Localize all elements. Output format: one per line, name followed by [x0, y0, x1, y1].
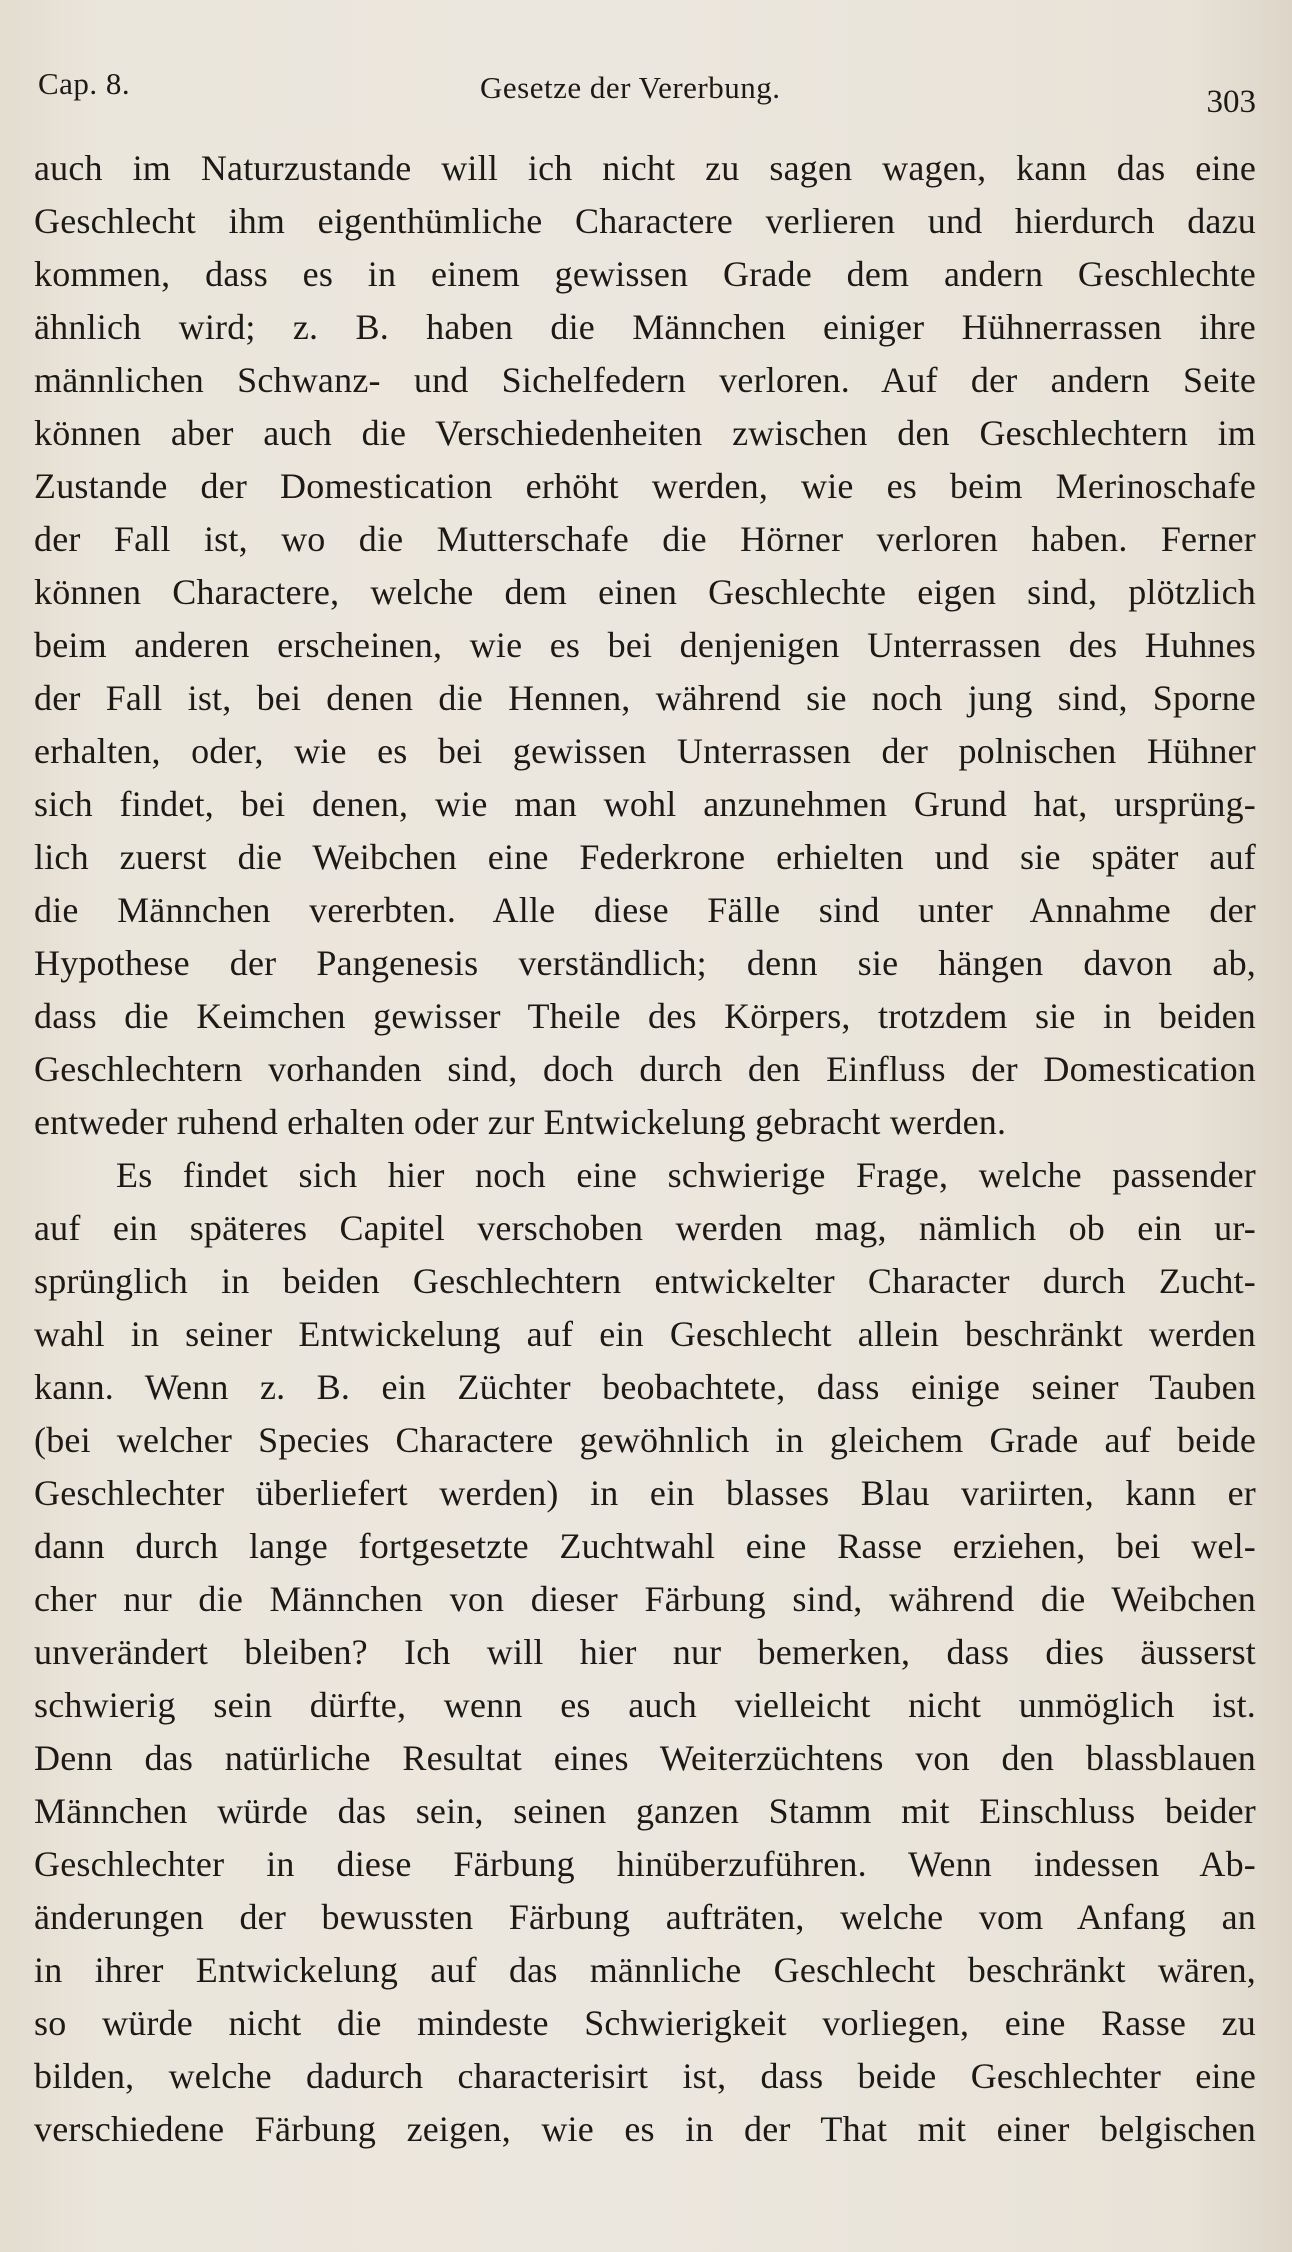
text-line: Geschlechtern vorhanden sind, doch durch den Einfluss der Domestication: [34, 1049, 1256, 1089]
text-line: können aber auch die Verschiedenheiten zwischen den Geschlechtern im: [34, 413, 1256, 453]
body-text: [34, 142, 1256, 2156]
text-line: beim anderen erscheinen, wie es bei denjenigen Unterrassen des Huhnes: [34, 625, 1256, 665]
paragraph: [34, 142, 1256, 1149]
text-line: Hypothese der Pangenesis verständlich; denn sie hängen davon ab,: [34, 943, 1256, 983]
running-title: Gesetze der Vererbung.: [480, 70, 781, 105]
text-line: so würde nicht die mindeste Schwierigkeit vorliegen, eine Rasse zu: [34, 2003, 1256, 2043]
page-number: 303: [1206, 84, 1256, 120]
text-line: Es findet sich hier noch eine schwierige Frage, welche passender: [116, 1155, 1256, 1195]
text-line: sich findet, bei denen, wie man wohl anzunehmen Grund hat, ursprüng-: [34, 784, 1256, 824]
text-line: kommen, dass es in einem gewissen Grade dem andern Geschlechte: [34, 254, 1256, 294]
text-line: bilden, welche dadurch characterisirt ist, dass beide Geschlechter eine: [34, 2056, 1256, 2096]
text-line: unverändert bleiben? Ich will hier nur bemerken, dass dies äusserst: [34, 1632, 1256, 1672]
text-line: wahl in seiner Entwickelung auf ein Geschlecht allein beschränkt werden: [34, 1314, 1256, 1354]
text-line: der Fall ist, wo die Mutterschafe die Hörner verloren haben. Ferner: [34, 519, 1256, 559]
text-line: Denn das natürliche Resultat eines Weiterzüchtens von den blassblauen: [34, 1738, 1256, 1778]
text-line: auf ein späteres Capitel verschoben werden mag, nämlich ob ein ur-: [34, 1208, 1256, 1248]
text-line: die Männchen vererbten. Alle diese Fälle sind unter Annahme der: [34, 890, 1256, 930]
text-line: in ihrer Entwickelung auf das männliche Geschlecht beschränkt wären,: [34, 1950, 1256, 1990]
text-line: kann. Wenn z. B. ein Züchter beobachtete, dass einige seiner Tauben: [34, 1367, 1256, 1407]
text-line: können Charactere, welche dem einen Geschlechte eigen sind, plötzlich: [34, 572, 1256, 612]
text-line: schwierig sein dürfte, wenn es auch vielleicht nicht unmöglich ist.: [34, 1685, 1256, 1725]
text-line: der Fall ist, bei denen die Hennen, während sie noch jung sind, Sporne: [34, 678, 1256, 718]
text-line: sprünglich in beiden Geschlechtern entwickelter Character durch Zucht-: [34, 1261, 1256, 1301]
text-line: erhalten, oder, wie es bei gewissen Unterrassen der polnischen Hühner: [34, 731, 1256, 771]
text-line: männlichen Schwanz- und Sichelfedern verloren. Auf der andern Seite: [34, 360, 1256, 400]
text-line: Zustande der Domestication erhöht werden, wie es beim Merinoschafe: [34, 466, 1256, 506]
text-line: (bei welcher Species Charactere gewöhnlich in gleichem Grade auf beide: [34, 1420, 1256, 1460]
text-line: änderungen der bewussten Färbung aufträten, welche vom Anfang an: [34, 1897, 1256, 1937]
text-line: Männchen würde das sein, seinen ganzen Stamm mit Einschluss beider: [34, 1791, 1256, 1831]
text-line: entweder ruhend erhalten oder zur Entwickelung gebracht werden.: [34, 1102, 1007, 1142]
text-line: Geschlechter in diese Färbung hinüberzuführen. Wenn indessen Ab-: [34, 1844, 1256, 1884]
text-line: dass die Keimchen gewisser Theile des Körpers, trotzdem sie in beiden: [34, 996, 1256, 1036]
text-line: verschiedene Färbung zeigen, wie es in der That mit einer belgischen: [34, 2109, 1256, 2149]
chapter-label: Cap. 8.: [38, 66, 131, 101]
text-line: Geschlecht ihm eigenthümliche Charactere verlieren und hierdurch dazu: [34, 201, 1256, 241]
page-header: [38, 62, 1256, 122]
text-line: auch im Naturzustande will ich nicht zu sagen wagen, kann das eine: [34, 148, 1256, 188]
text-line: cher nur die Männchen von dieser Färbung sind, während die Weibchen: [34, 1579, 1256, 1619]
text-line: Geschlechter überliefert werden) in ein blasses Blau variirten, kann er: [34, 1473, 1256, 1513]
text-line: ähnlich wird; z. B. haben die Männchen einiger Hühnerrassen ihre: [34, 307, 1256, 347]
text-line: lich zuerst die Weibchen eine Federkrone erhielten und sie später auf: [34, 837, 1256, 877]
paragraph: [34, 1149, 1256, 2156]
text-line: dann durch lange fortgesetzte Zuchtwahl eine Rasse erziehen, bei wel-: [34, 1526, 1256, 1566]
